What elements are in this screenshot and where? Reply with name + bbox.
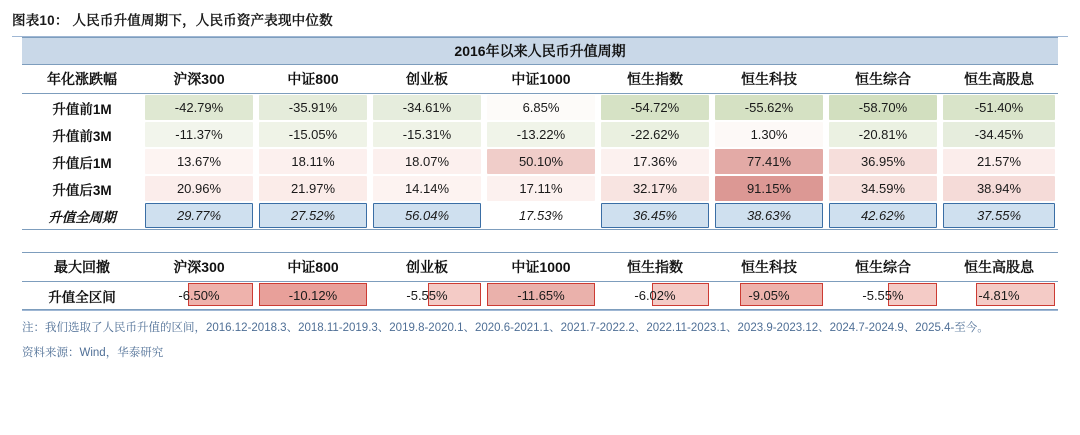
data-cell — [940, 94, 1058, 122]
row-label: 升值全区间 — [22, 282, 142, 310]
tables-area — [0, 37, 1080, 310]
cell-value: -35.91% — [259, 95, 367, 120]
drawdown-header-row — [22, 253, 1058, 282]
column-header-metric: 年化涨跌幅 — [22, 65, 142, 94]
table-row — [22, 202, 1058, 230]
cell-value: 50.10% — [487, 149, 595, 174]
cell-value: -58.70% — [829, 95, 937, 120]
cell-value: 36.95% — [829, 149, 937, 174]
data-cell — [598, 202, 712, 230]
column-header-hsci: 恒生综合 — [826, 65, 940, 94]
column-header-hsdiv: 恒生高股息 — [940, 65, 1058, 94]
cell-value: -11.65% — [517, 288, 565, 303]
table-row — [22, 94, 1058, 122]
return-table-banner: 2016年以来人民币升值周期 — [22, 38, 1058, 65]
data-cell — [712, 282, 826, 310]
cell-value: 77.41% — [715, 149, 823, 174]
data-cell — [370, 121, 484, 148]
cell-value: 1.30% — [715, 122, 823, 147]
column-header-csi800: 中证800 — [256, 65, 370, 94]
row-label: 升值全周期 — [22, 202, 142, 230]
return-table-banner-row — [22, 38, 1058, 65]
cell-value: 38.94% — [943, 176, 1055, 201]
data-cell — [484, 121, 598, 148]
column-header-chinext: 创业板 — [370, 65, 484, 94]
column-header-chinext: 创业板 — [370, 253, 484, 282]
data-cell — [256, 121, 370, 148]
cell-value: 18.11% — [259, 149, 367, 174]
cell-value: 91.15% — [715, 176, 823, 201]
data-cell — [484, 202, 598, 230]
cell-value: 32.17% — [601, 176, 709, 201]
column-header-csi800: 中证800 — [256, 253, 370, 282]
cell-value: 14.14% — [373, 176, 481, 201]
cell-value: 34.59% — [829, 176, 937, 201]
table-gap — [22, 230, 1058, 252]
data-cell — [370, 202, 484, 230]
data-cell — [598, 148, 712, 175]
data-cell — [142, 175, 256, 202]
data-cell — [598, 121, 712, 148]
data-cell — [940, 175, 1058, 202]
cell-value: 17.36% — [601, 149, 709, 174]
cell-value: 18.07% — [373, 149, 481, 174]
table-row — [22, 282, 1058, 310]
return-table-header-row — [22, 65, 1058, 94]
data-cell — [826, 175, 940, 202]
cell-value: -20.81% — [829, 122, 937, 147]
data-cell — [712, 148, 826, 175]
data-cell — [370, 94, 484, 122]
data-cell — [370, 175, 484, 202]
drawdown-table — [22, 252, 1058, 310]
data-cell — [256, 175, 370, 202]
figure-title: 图表10： 人民币升值周期下，人民币资产表现中位数 — [12, 13, 333, 28]
data-cell — [256, 282, 370, 310]
cell-value: 29.77% — [145, 203, 253, 228]
cell-value: 36.45% — [601, 203, 709, 228]
cell-value: -55.62% — [715, 95, 823, 120]
data-cell — [484, 148, 598, 175]
cell-value: -34.45% — [943, 122, 1055, 147]
cell-value: 37.55% — [943, 203, 1055, 228]
figure-source: 资料来源：Wind，华泰研究 — [22, 346, 164, 359]
data-cell — [484, 175, 598, 202]
data-cell — [484, 282, 598, 310]
data-cell — [142, 282, 256, 310]
data-cell — [712, 121, 826, 148]
data-cell — [940, 121, 1058, 148]
cell-value: 17.11% — [487, 176, 595, 201]
data-cell — [484, 94, 598, 122]
data-cell — [598, 282, 712, 310]
cell-value: -9.05% — [748, 288, 790, 303]
data-cell — [142, 94, 256, 122]
row-label: 升值前3M — [52, 128, 112, 144]
data-cell — [142, 202, 256, 230]
cell-value: -22.62% — [601, 122, 709, 147]
cell-value: 21.97% — [259, 176, 367, 201]
data-cell — [142, 148, 256, 175]
row-label: 升值后1M — [52, 155, 112, 171]
column-header-hstech: 恒生科技 — [712, 65, 826, 94]
cell-value: 6.85% — [487, 95, 595, 120]
data-cell — [940, 148, 1058, 175]
column-header-hsi: 恒生指数 — [598, 253, 712, 282]
column-header-csi1000: 中证1000 — [484, 253, 598, 282]
column-header-hstech: 恒生科技 — [712, 253, 826, 282]
data-cell — [712, 202, 826, 230]
cell-value: 42.62% — [829, 203, 937, 228]
row-label: 升值前1M — [52, 101, 112, 117]
data-cell — [256, 94, 370, 122]
data-cell — [712, 175, 826, 202]
column-header-csi1000: 中证1000 — [484, 65, 598, 94]
data-cell — [826, 148, 940, 175]
cell-value: 27.52% — [259, 203, 367, 228]
data-cell — [142, 121, 256, 148]
column-header-hsi: 恒生指数 — [598, 65, 712, 94]
table-row — [22, 121, 1058, 148]
column-header-hsci: 恒生综合 — [826, 253, 940, 282]
data-cell — [826, 94, 940, 122]
cell-value: -4.81% — [978, 288, 1020, 303]
column-header-drawdown-metric: 最大回撤 — [22, 253, 142, 282]
data-cell — [256, 148, 370, 175]
table-row — [22, 175, 1058, 202]
data-cell — [370, 148, 484, 175]
data-cell — [712, 94, 826, 122]
cell-value: -54.72% — [601, 95, 709, 120]
cell-value: -5.55% — [862, 288, 904, 303]
data-cell — [826, 282, 940, 310]
cell-value: 21.57% — [943, 149, 1055, 174]
cell-value: -13.22% — [487, 122, 595, 147]
row-label: 升值后3M — [52, 182, 112, 198]
data-cell — [256, 202, 370, 230]
cell-value: 56.04% — [373, 203, 481, 228]
cell-value: 17.53% — [487, 203, 595, 228]
figure-note: 注：我们选取了人民币升值的区间，2016.12-2018.3、2018.11-2019.3、2019.8-2020.1、2020.6-2021.1、2021.7-2022.2、2022.11-2023.1、2023.9-2023.12、2024.7-2024.9、2025.4-至今。 — [22, 310, 1058, 338]
cell-value: -34.61% — [373, 95, 481, 120]
data-cell — [598, 94, 712, 122]
cell-value: -10.12% — [288, 288, 338, 303]
cell-value: 20.96% — [145, 176, 253, 201]
column-header-hs300: 沪深300 — [142, 65, 256, 94]
data-cell — [826, 202, 940, 230]
table-row — [22, 148, 1058, 175]
cell-value: -15.31% — [373, 122, 481, 147]
return-table — [22, 37, 1058, 230]
cell-value: 38.63% — [715, 203, 823, 228]
cell-value: -15.05% — [259, 122, 367, 147]
data-cell — [940, 202, 1058, 230]
cell-value: -6.50% — [178, 288, 220, 303]
cell-value: -11.37% — [145, 122, 253, 147]
cell-value: -51.40% — [943, 95, 1055, 120]
data-cell — [940, 282, 1058, 310]
cell-value: 13.67% — [145, 149, 253, 174]
cell-value: -5.55% — [406, 288, 448, 303]
cell-value: -6.02% — [634, 288, 676, 303]
column-header-hs300: 沪深300 — [142, 253, 256, 282]
cell-value: -42.79% — [145, 95, 253, 120]
data-cell — [598, 175, 712, 202]
column-header-hsdiv: 恒生高股息 — [940, 253, 1058, 282]
data-cell — [826, 121, 940, 148]
data-cell — [370, 282, 484, 310]
